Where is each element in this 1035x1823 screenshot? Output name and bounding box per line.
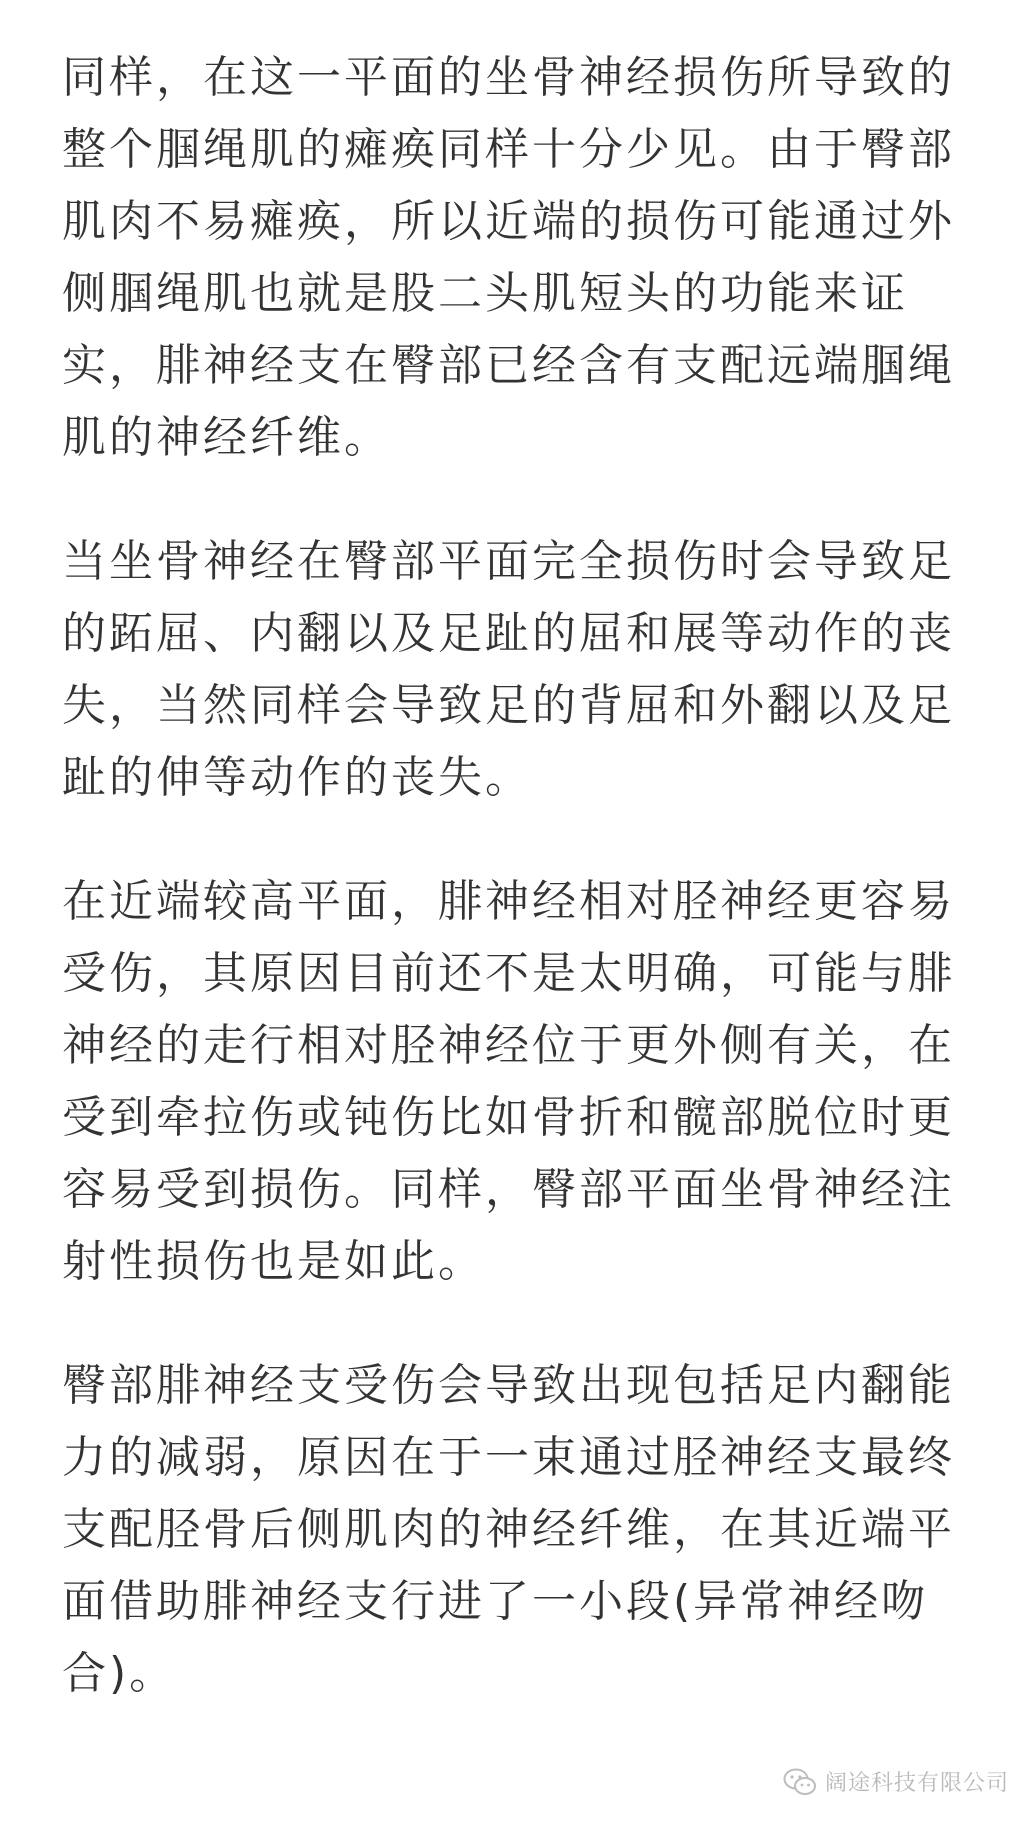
watermark [783,1766,1009,1797]
watermark-text: 阔途科技有限公司 [824,1771,1009,1796]
paragraph-1: 同样，在这一平面的坐骨神经损伤所导致的 整个腘绳肌的瘫痪同样十分少见。由于臀部 肌肉不易瘫痪，所以近端的损伤可能通过外 侧腘绳肌也就是股二头肌短头的功能来证 实，腓神经支在臀部已经含有支配远端腘绳 肌的神经纤维。 [62,52,955,463]
paragraph-2: 当坐骨神经在臀部平面完全损伤时会导致足 的跖屈、内翻以及足趾的屈和展等动作的丧 失，当然同样会导致足的背屈和外翻以及足 趾的伸等动作的丧失。 [62,536,955,803]
paragraph-4: 臀部腓神经支受伤会导致出现包括足内翻能 力的减弱，原因在于一束通过胫神经支最终 支配胫骨后侧肌肉的神经纤维，在其近端平 面借助腓神经支行进了一小段(异常神经吻 合)。 [62,1360,955,1699]
wechat-icon [783,1768,817,1796]
article-body [62,42,1002,1710]
paragraph-3: 在近端较高平面，腓神经相对胫神经更容易 受伤，其原因目前还不是太明确，可能与腓 神经的走行相对胫神经位于更外侧有关，在 受到牵拉伤或钝伤比如骨折和髋部脱位时更 容易受到损伤。同样，臀部平面坐骨神经注 射性损伤也是如此。 [62,876,955,1287]
